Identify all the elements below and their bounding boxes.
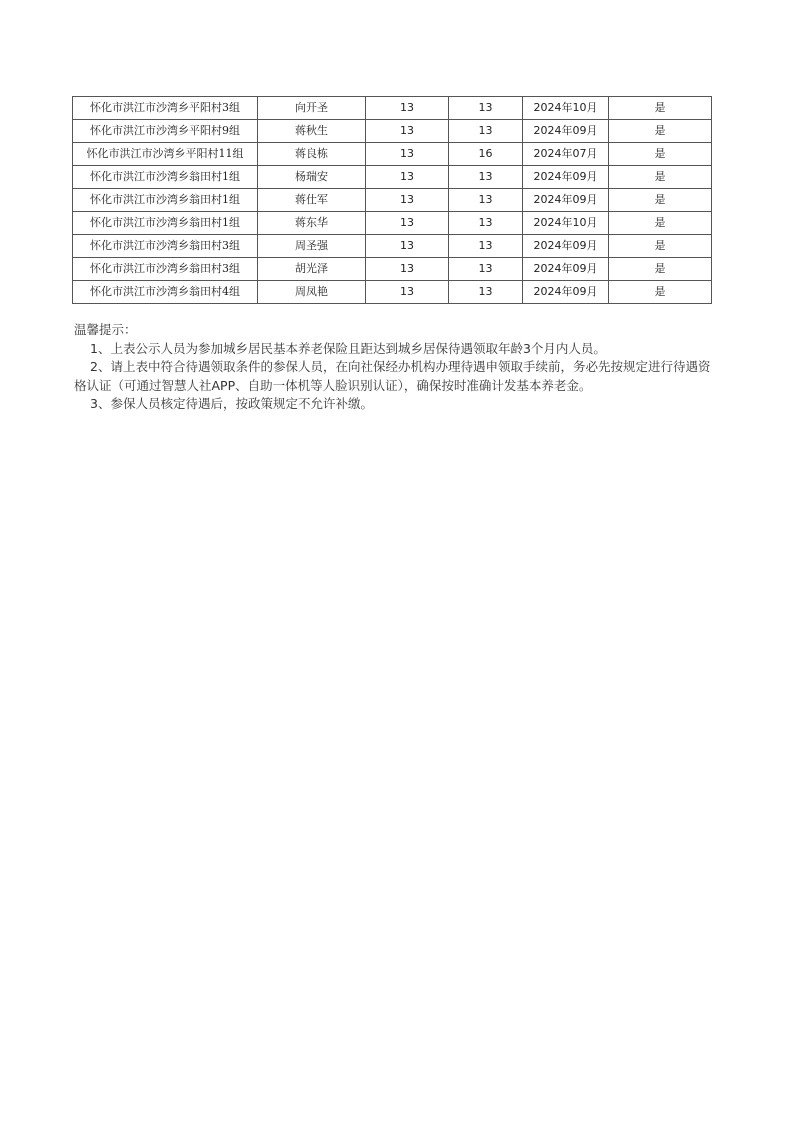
cell-address: 怀化市洪江市沙湾乡平阳村9组 [73,120,258,143]
cell-month: 2024年10月 [523,97,609,120]
cell-month: 2024年07月 [523,143,609,166]
table-row [73,166,712,189]
table-row [73,212,712,235]
cell-month: 2024年10月 [523,212,609,235]
cell-number-b: 13 [449,258,523,281]
cell-number-a: 13 [366,235,449,258]
cell-person-name: 蒋良栋 [258,143,366,166]
table-row [73,143,712,166]
cell-number-b: 13 [449,166,523,189]
cell-month: 2024年09月 [523,120,609,143]
cell-address: 怀化市洪江市沙湾乡平阳村3组 [73,97,258,120]
cell-address: 怀化市洪江市沙湾乡翁田村1组 [73,212,258,235]
cell-address: 怀化市洪江市沙湾乡翁田村3组 [73,235,258,258]
note-item-2: 2、请上表中符合待遇领取条件的参保人员，在向社保经办机构办理待遇申领取手续前，务必先按规定进行待遇资格认证（可通过智慧人社APP、自助一体机等人脸识别认证），确保按时准确计发基本养老金。 [74,359,711,393]
cell-person-name: 杨瑞安 [258,166,366,189]
reminder-notes [74,321,714,414]
cell-person-name: 周凤艳 [258,281,366,304]
cell-person-name: 周圣强 [258,235,366,258]
table-row [73,120,712,143]
cell-number-a: 13 [366,143,449,166]
table-row [73,97,712,120]
note-item-1: 1、上表公示人员为参加城乡居民基本养老保险且距达到城乡居保待遇领取年龄3个月内人员。 [90,340,606,356]
cell-month: 2024年09月 [523,258,609,281]
cell-number-a: 13 [366,97,449,120]
notes-heading: 温馨提示： [74,322,137,337]
cell-number-b: 13 [449,212,523,235]
cell-flag: 是 [609,281,712,304]
cell-address: 怀化市洪江市沙湾乡翁田村4组 [73,281,258,304]
cell-person-name: 胡光泽 [258,258,366,281]
table-row [73,258,712,281]
cell-number-b: 13 [449,189,523,212]
cell-flag: 是 [609,120,712,143]
cell-person-name: 向开圣 [258,97,366,120]
cell-month: 2024年09月 [523,166,609,189]
cell-number-a: 13 [366,120,449,143]
cell-number-b: 13 [449,235,523,258]
table-row [73,281,712,304]
cell-address: 怀化市洪江市沙湾乡平阳村11组 [73,143,258,166]
cell-number-b: 13 [449,281,523,304]
note-item-3: 3、参保人员核定待遇后，按政策规定不允许补缴。 [90,396,373,411]
cell-address: 怀化市洪江市沙湾乡翁田村3组 [73,258,258,281]
cell-person-name: 蒋秋生 [258,120,366,143]
cell-flag: 是 [609,166,712,189]
cell-person-name: 蒋东华 [258,212,366,235]
cell-number-a: 13 [366,212,449,235]
cell-number-b: 13 [449,120,523,143]
table-row [73,235,712,258]
cell-number-a: 13 [366,189,449,212]
cell-number-a: 13 [366,281,449,304]
cell-number-a: 13 [366,258,449,281]
table-body [73,97,712,304]
cell-month: 2024年09月 [523,281,609,304]
cell-month: 2024年09月 [523,189,609,212]
cell-number-a: 13 [366,166,449,189]
table-row [73,189,712,212]
pension-roster-table [72,96,712,304]
cell-number-b: 16 [449,143,523,166]
cell-flag: 是 [609,143,712,166]
cell-flag: 是 [609,189,712,212]
cell-month: 2024年09月 [523,235,609,258]
cell-address: 怀化市洪江市沙湾乡翁田村1组 [73,166,258,189]
cell-flag: 是 [609,258,712,281]
cell-number-b: 13 [449,97,523,120]
cell-flag: 是 [609,212,712,235]
cell-flag: 是 [609,97,712,120]
cell-address: 怀化市洪江市沙湾乡翁田村1组 [73,189,258,212]
cell-person-name: 蒋仕军 [258,189,366,212]
cell-flag: 是 [609,235,712,258]
